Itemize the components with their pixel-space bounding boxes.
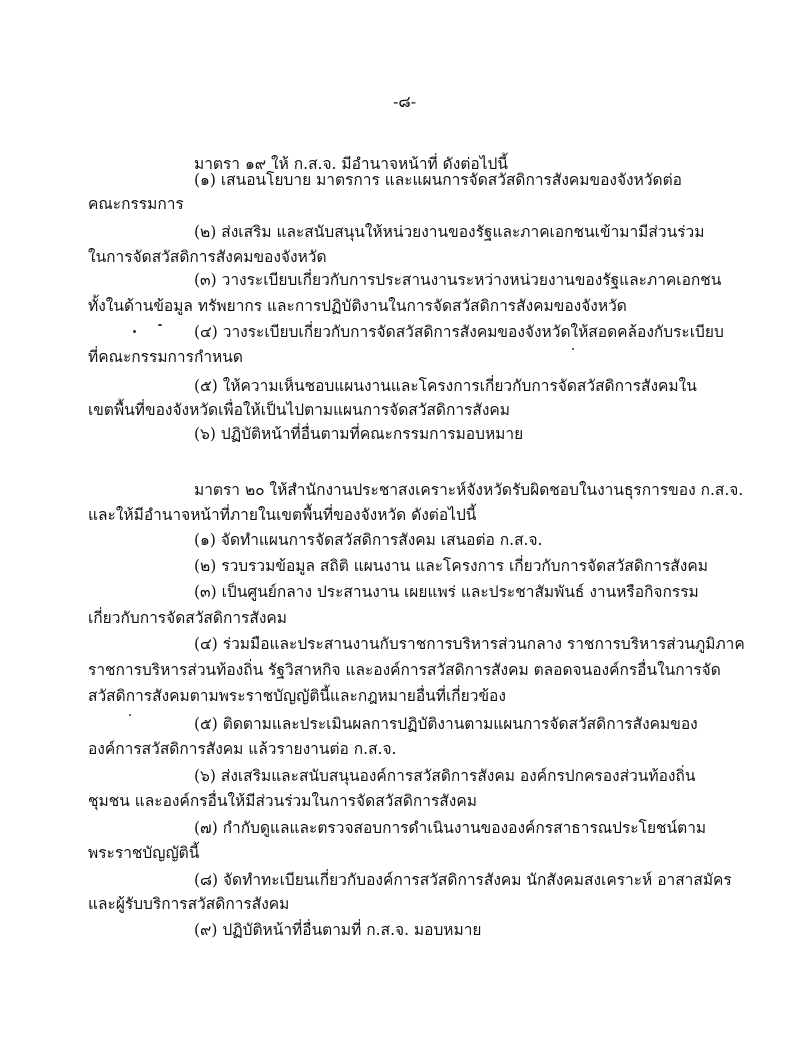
section-19-item-5-line-2: เขตพื้นที่ของจังหวัดเพื่อให้เป็นไปตามแผนการจัดสวัสดิการสังคม [88, 401, 511, 419]
scan-speck [158, 324, 162, 326]
section-20-item-9-line-1: (๙) ปฏิบัติหน้าที่อื่นตามที่ ก.ส.จ. มอบหมาย [194, 921, 482, 939]
page-number: -๘- [393, 92, 417, 111]
section-20-item-1-line-1: (๑) จัดทำแผนการจัดสวัสดิการสังคม เสนอต่อ ก.ส.จ. [194, 531, 543, 549]
section-20-item-8-line-1: (๘) จัดทำทะเบียนเกี่ยวกับองค์การสวัสดิการสังคม นักสังคมสงเคราะห์ อาสาสมัคร [194, 871, 732, 889]
section-20-item-8-line-2: และผู้รับบริการสวัสดิการสังคม [88, 895, 290, 913]
section-19-item-2-line-1: (๒) ส่งเสริม และสนับสนุนให้หน่วยงานของรัฐและภาคเอกชนเข้ามามีส่วนร่วม [194, 223, 705, 241]
section-20-item-2-line-1: (๒) รวบรวมข้อมูล สถิติ แผนงาน และโครงการ เกี่ยวกับการจัดสวัสดิการสังคม [194, 557, 708, 575]
scan-speck [572, 348, 574, 350]
scan-speck [133, 330, 136, 333]
section-19-item-1-line-1: (๑) เสนอนโยบาย มาตรการ และแผนการจัดสวัสดิการสังคมของจังหวัดต่อ [194, 171, 682, 189]
section-19-item-1-line-2: คณะกรรมการ [88, 195, 184, 213]
scan-speck [129, 714, 131, 716]
section-19-item-6-line-1: (๖) ปฏิบัติหน้าที่อื่นตามที่คณะกรรมการมอบหมาย [194, 425, 524, 443]
section-20-item-5-line-1: (๕) ติดตามและประเมินผลการปฏิบัติงานตามแผนการจัดสวัสดิการสังคมของ [194, 715, 698, 733]
section-20-item-4-line-1: (๔) ร่วมมือและประสานงานกับราชการบริหารส่วนกลาง ราชการบริหารส่วนภูมิภาค [194, 635, 745, 653]
section-20-item-3-line-1: (๓) เป็นศูนย์กลาง ประสานงาน เผยแพร่ และประชาสัมพันธ์ งานหรือกิจกรรม [194, 583, 699, 601]
section-20-heading-line-1: มาตรา ๒๐ ให้สำนักงานประชาสงเคราะห์จังหวัดรับผิดชอบในงานธุรการของ ก.ส.จ. [194, 481, 744, 499]
section-20-item-3-line-2: เกี่ยวกับการจัดสวัสดิการสังคม [88, 609, 287, 627]
section-20-item-4-line-2: ราชการบริหารส่วนท้องถิ่น รัฐวิสาหกิจ และองค์การสวัสดิการสังคม ตลอดจนองค์กรอื่นในการจัด [88, 661, 721, 679]
section-19-item-2-line-2: ในการจัดสวัสดิการสังคมของจังหวัด [88, 248, 327, 266]
section-19-item-4-line-1: (๔) วางระเบียบเกี่ยวกับการจัดสวัสดิการสังคมของจังหวัดให้สอดคล้องกับระเบียบ [194, 323, 724, 341]
section-19-item-3-line-2: ทั้งในด้านข้อมูล ทรัพยากร และการปฏิบัติงานในการจัดสวัสดิการสังคมของจังหวัด [88, 297, 627, 315]
section-20-item-7-line-2: พระราชบัญญัตินี้ [88, 844, 200, 862]
section-20-item-6-line-1: (๖) ส่งเสริมและสนับสนุนองค์การสวัสดิการสังคม องค์กรปกครองส่วนท้องถิ่น [194, 767, 696, 785]
section-19-item-4-line-2: ที่คณะกรรมการกำหนด [88, 348, 243, 366]
section-20-heading-line-2: และให้มีอำนาจหน้าที่ภายในเขตพื้นที่ของจังหวัด ดังต่อไปนี้ [88, 506, 477, 524]
section-19-heading: มาตรา ๑๙ ให้ ก.ส.จ. มีอำนาจหน้าที่ ดังต่อไปนี้ [194, 155, 508, 173]
section-20-item-7-line-1: (๗) กำกับดูแลและตรวจสอบการดำเนินงานขององค์กรสาธารณประโยชน์ตาม [194, 819, 707, 837]
section-19-item-5-line-1: (๕) ให้ความเห็นชอบแผนงานและโครงการเกี่ยวกับการจัดสวัสดิการสังคมใน [194, 377, 697, 395]
section-20-item-5-line-2: องค์การสวัสดิการสังคม แล้วรายงานต่อ ก.ส.จ. [88, 740, 397, 758]
section-20-item-6-line-2: ชุมชน และองค์กรอื่นให้มีส่วนร่วมในการจัดสวัสดิการสังคม [88, 792, 477, 810]
section-19-item-3-line-1: (๓) วางระเบียบเกี่ยวกับการประสานงานระหว่างหน่วยงานของรัฐและภาคเอกชน [194, 271, 722, 289]
section-20-item-4-line-3: สวัสดิการสังคมตามพระราชบัญญัตินี้และกฎหมายอื่นที่เกี่ยวข้อง [88, 687, 506, 705]
